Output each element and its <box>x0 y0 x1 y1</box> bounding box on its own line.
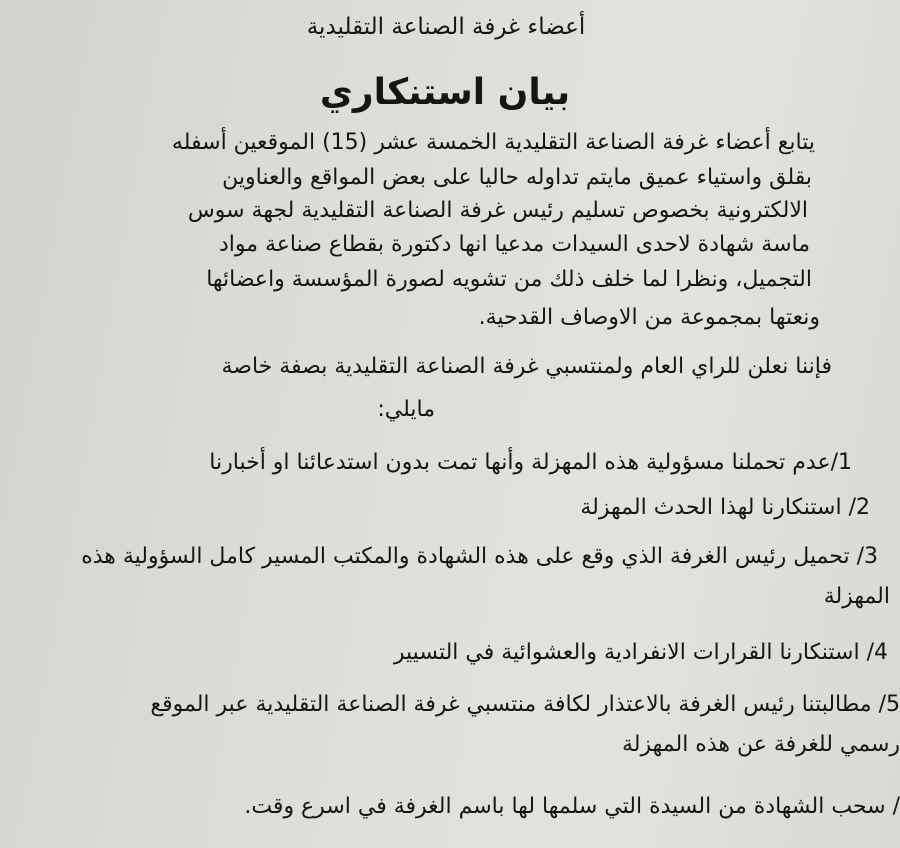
announce-line: فإننا نعلن للراي العام ولمنتسبي غرفة الصناعة التقليدية بصفة خاصة <box>221 354 832 379</box>
list-item-3: 3/ تحميل رئيس الغرفة الذي وقع على هذه الشهادة والمكتب المسير كامل السؤولية هذه <box>81 544 878 569</box>
document-title: بيان استنكاري <box>319 72 571 113</box>
list-item-2: 2/ استنكارنا لهذا الحدث المهزلة <box>580 495 870 520</box>
paragraph-line: التجميل، ونظرا لما خلف ذلك من تشويه لصورة المؤسسة واعضائها <box>206 267 812 292</box>
list-item-6: / سحب الشهادة من السيدة التي سلمها لها باسم الغرفة في اسرع وقت. <box>244 794 900 819</box>
paragraph-line: الالكترونية بخصوص تسليم رئيس غرفة الصناعة التقليدية لجهة سوس <box>187 198 808 223</box>
list-item-3-continued: المهزلة <box>823 584 890 609</box>
paragraph-line: يتابع أعضاء غرفة الصناعة التقليدية الخمسة عشر (15) الموقعين أسفله <box>171 130 815 155</box>
list-item-5: 5/ مطالبتنا رئيس الغرفة بالاعتذار لكافة منتسبي غرفة الصناعة التقليدية عبر الموقع <box>150 692 900 717</box>
list-item-5-continued: رسمي للغرفة عن هذه المهزلة <box>622 732 900 757</box>
announce-line: مايلي: <box>377 397 435 422</box>
paragraph-line: ونعتها بمجموعة من الاوصاف القدحية. <box>478 305 820 330</box>
list-item-1: 1/عدم تحملنا مسؤولية هذه المهزلة وأنها تمت بدون استدعائنا او أخبارنا <box>209 450 852 475</box>
paragraph-line: بقلق واستياء عميق مايتم تداوله حاليا على بعض المواقع والعناوين <box>222 165 812 190</box>
paragraph-line: ماسة شهادة لاحدى السيدات مدعيا انها دكتورة بقطاع صناعة مواد <box>218 232 810 257</box>
document-header: أعضاء غرفة الصناعة التقليدية <box>306 14 586 40</box>
list-item-4: 4/ استنكارنا القرارات الانفرادية والعشوائية في التسيير <box>393 640 888 665</box>
